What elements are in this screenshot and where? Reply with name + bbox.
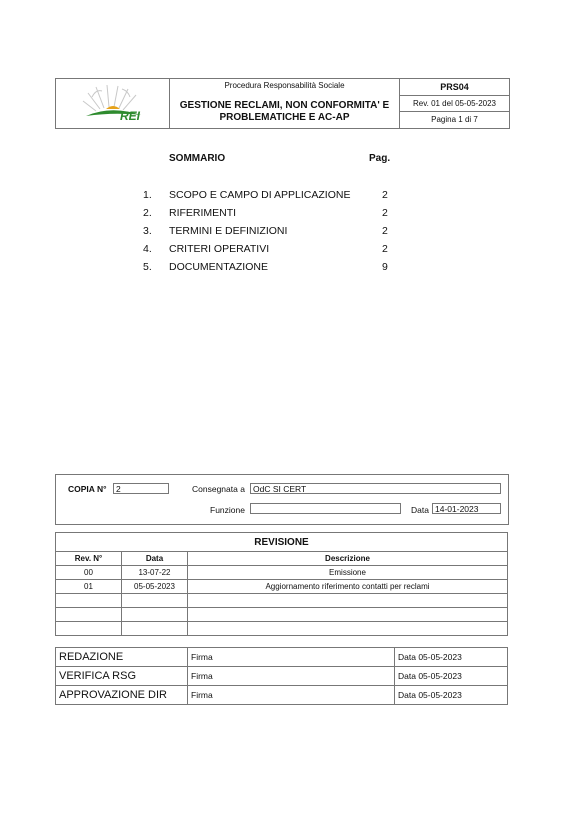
- delivered-to-field[interactable]: OdC SI CERT: [250, 483, 501, 494]
- toc-number: 3.: [143, 225, 152, 237]
- rev-cell: 01: [56, 580, 122, 594]
- description-cell: Emissione: [188, 566, 508, 580]
- role-cell: APPROVAZIONE DIR: [56, 686, 188, 705]
- logo-text: REI: [120, 109, 141, 123]
- summary-heading: SOMMARIO: [169, 153, 226, 164]
- description-cell: [188, 622, 508, 636]
- table-row: [56, 566, 508, 580]
- toc-item[interactable]: [140, 225, 400, 243]
- role-cell: VERIFICA RSG: [56, 667, 188, 686]
- revision-title: REVISIONE: [56, 533, 508, 552]
- copy-number-field[interactable]: 2: [113, 483, 169, 494]
- table-row: [56, 622, 508, 636]
- rev-cell: 00: [56, 566, 122, 580]
- toc-title: CRITERI OPERATIVI: [169, 243, 270, 255]
- signature-row: [56, 667, 508, 686]
- rev-cell: [56, 594, 122, 608]
- description-cell: [188, 608, 508, 622]
- toc-item[interactable]: [140, 243, 400, 261]
- page-column-heading: Pag.: [369, 153, 391, 164]
- toc-title: DOCUMENTAZIONE: [169, 261, 268, 273]
- rev-cell: [56, 608, 122, 622]
- table-of-contents: [140, 189, 400, 279]
- toc-page: 2: [382, 189, 388, 201]
- role-cell: REDAZIONE: [56, 648, 188, 667]
- toc-number: 1.: [143, 189, 152, 201]
- date-label: Data: [411, 505, 429, 515]
- signature-cell[interactable]: Firma: [188, 686, 395, 705]
- document-header: [55, 78, 510, 129]
- toc-title: RIFERIMENTI: [169, 207, 237, 219]
- table-row: [56, 580, 508, 594]
- col-header-date: Data: [122, 552, 188, 566]
- toc-page: 9: [382, 261, 388, 273]
- signature-table: [55, 647, 508, 705]
- signature-cell[interactable]: Firma: [188, 648, 395, 667]
- toc-item[interactable]: [140, 189, 400, 207]
- toc-number: 2.: [143, 207, 152, 219]
- toc-title: TERMINI E DEFINIZIONI: [169, 225, 288, 237]
- toc-page: 2: [382, 207, 388, 219]
- revision-info: Rev. 01 del 05-05-2023: [400, 96, 509, 112]
- document-title: GESTIONE RECLAMI, NON CONFORMITA' E PROBLEMATICHE E AC-AP: [179, 100, 390, 123]
- date-cell: [122, 594, 188, 608]
- copy-number-label: COPIA N°: [68, 484, 107, 494]
- toc-page: 2: [382, 243, 388, 255]
- sun-logo-icon: [56, 79, 169, 128]
- signature-row: [56, 686, 508, 705]
- col-header-description: Descrizione: [188, 552, 508, 566]
- copy-distribution-box: [55, 474, 509, 525]
- date-field[interactable]: 14-01-2023: [432, 503, 501, 514]
- signature-cell[interactable]: Firma: [188, 667, 395, 686]
- toc-page: 2: [382, 225, 388, 237]
- company-logo: [56, 79, 170, 128]
- toc-item[interactable]: [140, 207, 400, 225]
- delivered-to-label: Consegnata a: [192, 484, 245, 494]
- revision-table: [55, 532, 508, 636]
- date-cell: 05-05-2023: [122, 580, 188, 594]
- page-number: Pagina 1 di 7: [431, 115, 478, 124]
- signature-date-cell: Data 05-05-2023: [395, 667, 508, 686]
- table-row: [56, 594, 508, 608]
- rev-cell: [56, 622, 122, 636]
- date-cell: 13-07-22: [122, 566, 188, 580]
- signature-row: [56, 648, 508, 667]
- toc-item[interactable]: [140, 261, 400, 279]
- toc-number: 4.: [143, 243, 152, 255]
- signature-date-cell: Data 05-05-2023: [395, 648, 508, 667]
- date-cell: [122, 608, 188, 622]
- table-row: [56, 608, 508, 622]
- toc-number: 5.: [143, 261, 152, 273]
- description-cell: [188, 594, 508, 608]
- date-cell: [122, 622, 188, 636]
- signature-date-cell: Data 05-05-2023: [395, 686, 508, 705]
- document-code: PRS04: [400, 79, 509, 96]
- procedure-label: Procedura Responsabilità Sociale: [224, 81, 345, 90]
- toc-title: SCOPO E CAMPO DI APPLICAZIONE: [169, 189, 351, 201]
- function-label: Funzione: [210, 505, 245, 515]
- col-header-rev: Rev. N°: [56, 552, 122, 566]
- description-cell: Aggiornamento riferimento contatti per reclami: [188, 580, 508, 594]
- function-field[interactable]: [250, 503, 401, 514]
